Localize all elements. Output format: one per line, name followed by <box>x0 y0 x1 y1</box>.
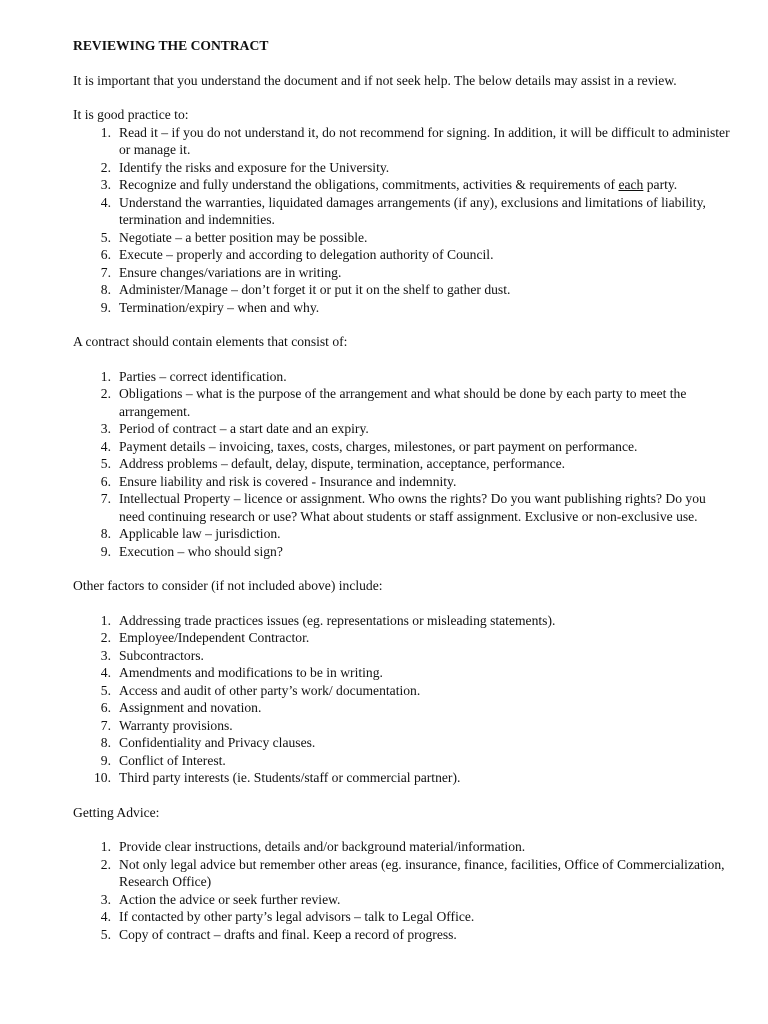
list-item: 3. Period of contract – a start date and an expiry. <box>100 421 369 436</box>
list-item: 2. Employee/Independent Contractor. <box>100 630 310 645</box>
list-item: 3. Action the advice or seek further review. <box>100 891 341 907</box>
list-item: 4. Amendments and modifications to be in writing. <box>100 665 383 680</box>
list-item: 4. Understand the warranties, liquidated damages arrangements (if any), exclusions and limitations of liability, termination and indemnities. <box>100 194 706 227</box>
list-item: 9. Termination/expiry – when and why. <box>100 299 320 315</box>
list-item: 9. Execution – who should sign? <box>100 543 283 559</box>
intro-paragraph: It is important that you understand the document and if not seek help. The below details may assist in a review. <box>73 72 677 88</box>
list-item: 5. Negotiate – a better position may be possible. <box>100 229 368 245</box>
list-item: 5. Access and audit of other party’s work/ documentation. <box>100 682 421 698</box>
list-item: 1. Addressing trade practices issues (eg. representations or misleading statements). <box>100 612 556 628</box>
underlined-word: each <box>618 177 644 192</box>
list-item: 7. Ensure changes/variations are in writing. <box>100 264 342 280</box>
list-item: 8. Applicable law – jurisdiction. <box>100 526 281 541</box>
list-item: 3. Recognize and fully understand the obligations, commitments, activities & requirements of each party. <box>100 177 678 192</box>
list-item: 6. Ensure liability and risk is covered - Insurance and indemnity. <box>100 473 457 489</box>
list-item: 6. Assignment and novation. <box>100 700 262 715</box>
advice-list <box>73 838 733 943</box>
good-practice-heading: It is good practice to: <box>73 107 189 122</box>
list-item: 2. Not only legal advice but remember other areas (eg. insurance, finance, facilities, Office of Commercialization, Research Office) <box>100 856 725 889</box>
list-item: 6. Execute – properly and according to delegation authority of Council. <box>100 247 494 262</box>
document-title: REVIEWING THE CONTRACT <box>73 38 269 53</box>
list-item: 9. Conflict of Interest. <box>100 752 226 768</box>
list-item: 1. Parties – correct identification. <box>100 368 287 384</box>
list-item: 5. Copy of contract – drafts and final. Keep a record of progress. <box>100 926 457 942</box>
list-item: 8. Confidentiality and Privacy clauses. <box>100 735 316 750</box>
list-item: 5. Address problems – default, delay, dispute, termination, acceptance, performance. <box>100 456 566 471</box>
list-item: 1. Provide clear instructions, details and/or background material/information. <box>100 839 526 854</box>
document-page <box>73 37 733 943</box>
list-item: 3. Subcontractors. <box>100 647 204 663</box>
list-item: 2. Identify the risks and exposure for the University. <box>100 159 390 175</box>
other-factors-heading: Other factors to consider (if not included above) include: <box>73 578 383 593</box>
list-item: 4. If contacted by other party’s legal advisors – talk to Legal Office. <box>100 909 475 924</box>
list-item: 7. Intellectual Property – licence or assignment. Who owns the rights? Do you want publishing rights? Do you need continuing research or use? What about students or staff assignment. Exclusive or non-exclusive use. <box>100 491 706 524</box>
elements-list <box>73 368 733 561</box>
list-item: 2. Obligations – what is the purpose of the arrangement and what should be done by each party to meet the arrangement. <box>100 386 687 419</box>
advice-heading: Getting Advice: <box>73 804 160 820</box>
list-item: 4. Payment details – invoicing, taxes, costs, charges, milestones, or part payment on performance. <box>100 438 638 454</box>
list-item: 7. Warranty provisions. <box>100 717 233 733</box>
list-item: 8. Administer/Manage – don’t forget it or put it on the shelf to gather dust. <box>100 282 511 297</box>
list-item: 1. Read it – if you do not understand it, do not recommend for signing. In addition, it will be difficult to administer or manage it. <box>100 124 730 157</box>
elements-heading: A contract should contain elements that consist of: <box>73 334 348 349</box>
good-practice-list <box>73 124 733 317</box>
other-factors-list <box>73 612 733 787</box>
list-item: 10. Third party interests (ie. Students/staff or commercial partner). <box>94 770 461 785</box>
